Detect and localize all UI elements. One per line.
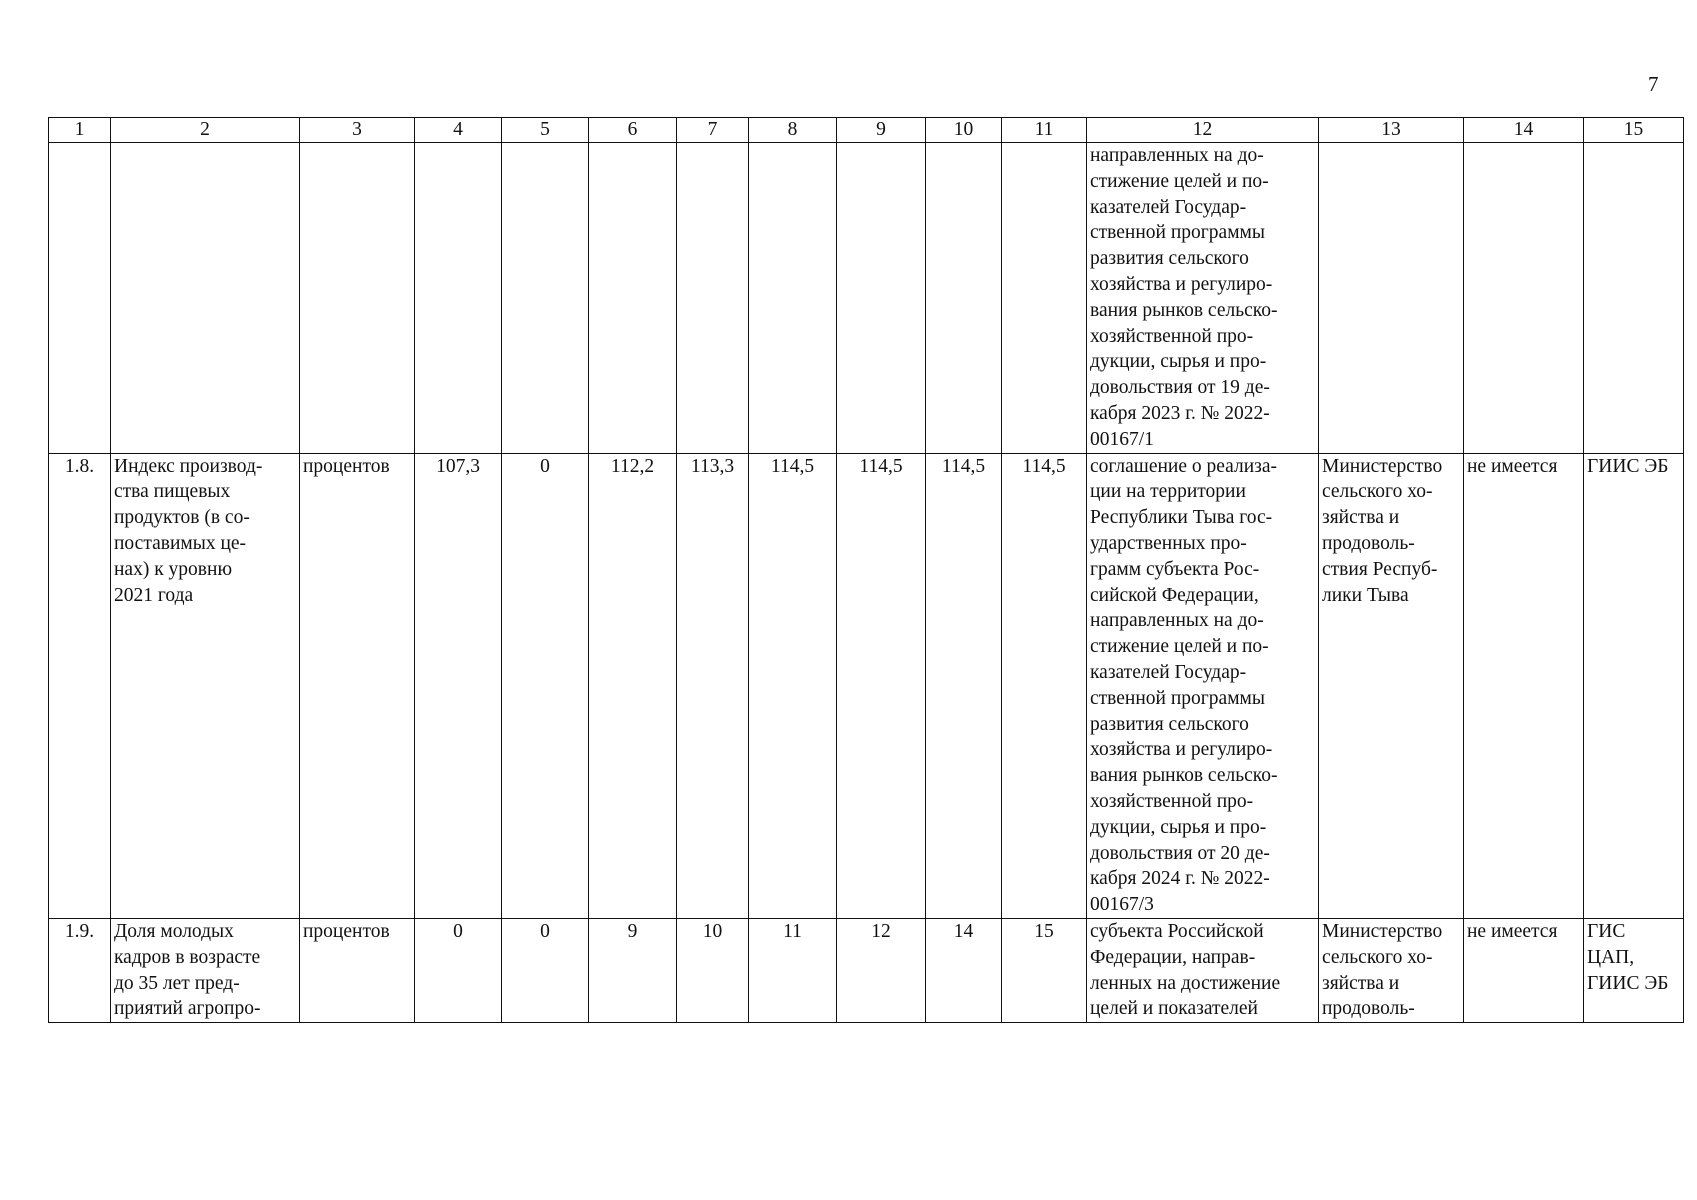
column-header: 11 [1002,118,1087,143]
table-cell: 1.9. [49,918,111,1022]
column-header: 6 [589,118,677,143]
table-cell: не имеется [1464,453,1584,918]
table-cell [589,143,677,454]
table-cell [837,143,926,454]
table-cell: 12 [837,918,926,1022]
table-cell: Доля молодых кадров в возрасте до 35 лет пред- приятий агропро- [111,918,300,1022]
table-cell: Министерство сельского хо- зяйства и продоволь- ствия Респуб- лики Тыва [1319,453,1464,918]
table-cell: процентов [300,918,415,1022]
column-header: 14 [1464,118,1584,143]
column-header: 15 [1584,118,1684,143]
table-cell [111,143,300,454]
table-cell: соглашение о реализа- ции на территории Республики Тыва гос- ударственных про- грамм субъекта Рос- сийской Федерации, направленных на до- стижение целей и по- казателей Государ- ственной программы развития сельского хозяйства и регулиро- вания рынков сельско- хозяйственной про- дукции, сырья и про- довольствия от 20 де- кабря 2024 г. № 2022- 00167/3 [1087,453,1319,918]
table-cell [502,143,589,454]
column-header: 7 [677,118,749,143]
column-header: 9 [837,118,926,143]
table-row [49,918,1684,1022]
table-cell: ГИИС ЭБ [1584,453,1684,918]
column-header: 10 [926,118,1002,143]
table-cell: 114,5 [749,453,837,918]
table-cell: Индекс производ- ства пищевых продуктов (в со- поставимых це- нах) к уровню 2021 года [111,453,300,918]
column-header: 12 [1087,118,1319,143]
column-header: 1 [49,118,111,143]
column-header: 5 [502,118,589,143]
table-cell: 114,5 [837,453,926,918]
table-row [49,143,1684,454]
page-number: 7 [1648,72,1659,96]
table-cell: 114,5 [926,453,1002,918]
table-cell [300,143,415,454]
table-cell [415,143,502,454]
table-cell: не имеется [1464,918,1584,1022]
table-cell: 14 [926,918,1002,1022]
table-cell [1319,143,1464,454]
table-cell: 0 [502,918,589,1022]
table-cell [1584,143,1684,454]
table-cell [749,143,837,454]
table-cell: 107,3 [415,453,502,918]
table-cell: направленных на до- стижение целей и по- казателей Государ- ственной программы развития сельского хозяйства и регулиро- вания рынков сельско- хозяйственной про- дукции, сырья и про- довольствия от 19 де- кабря 2023 г. № 2022- 00167/1 [1087,143,1319,454]
table-cell: 11 [749,918,837,1022]
indicator-table [48,117,1684,1023]
table-cell: 15 [1002,918,1087,1022]
table-cell: процентов [300,453,415,918]
table-cell [1464,143,1584,454]
table-cell [1002,143,1087,454]
table-cell: субъекта Российской Федерации, направ- ленных на достижение целей и показателей [1087,918,1319,1022]
column-header: 4 [415,118,502,143]
table-cell [926,143,1002,454]
table-cell: 114,5 [1002,453,1087,918]
table-cell: 0 [502,453,589,918]
column-header: 8 [749,118,837,143]
table-cell: 1.8. [49,453,111,918]
table-cell: 10 [677,918,749,1022]
table-row [49,453,1684,918]
table-cell [49,143,111,454]
table-cell: 9 [589,918,677,1022]
column-header: 3 [300,118,415,143]
column-header: 13 [1319,118,1464,143]
table-cell [677,143,749,454]
table-cell: ГИС ЦАП, ГИИС ЭБ [1584,918,1684,1022]
table-header-row [49,118,1684,143]
table-cell: 113,3 [677,453,749,918]
column-header: 2 [111,118,300,143]
table-cell: Министерство сельского хо- зяйства и продоволь- [1319,918,1464,1022]
table-cell: 0 [415,918,502,1022]
table-cell: 112,2 [589,453,677,918]
